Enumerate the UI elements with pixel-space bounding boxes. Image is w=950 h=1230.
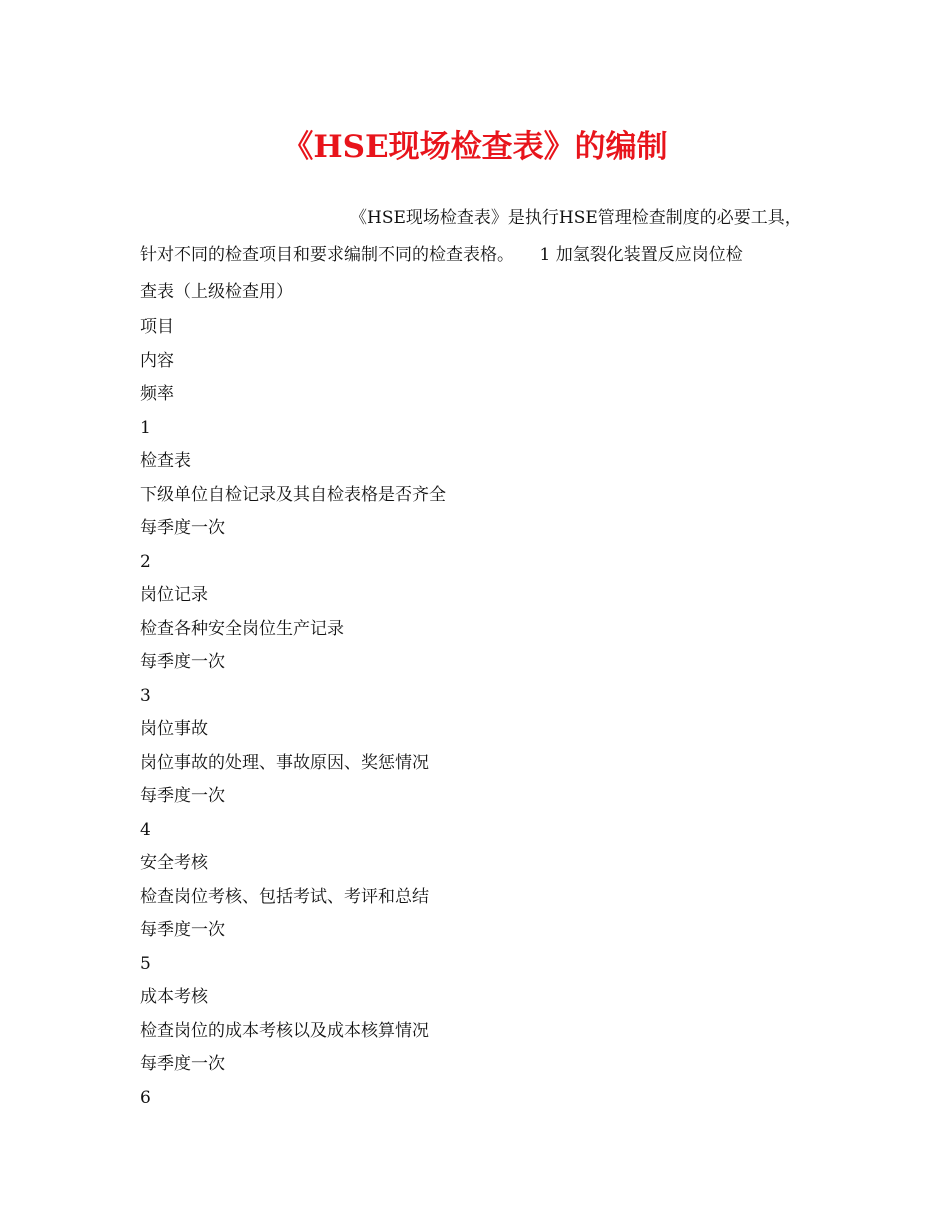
line-header-content: 内容 [140, 350, 174, 371]
line-row-item: 安全考核 [140, 853, 208, 873]
line-header-item: 项目 [140, 317, 174, 337]
line-row-number: 6 [140, 1087, 151, 1108]
line-row-frequency: 每季度一次 [140, 518, 225, 538]
intro-line-2: 针对不同的检查项目和要求编制不同的检查表格。 1 加氢裂化装置反应岗位检 [140, 245, 743, 265]
line-row-frequency: 每季度一次 [140, 786, 225, 806]
checklist-lines [140, 311, 820, 1115]
line-row-content: 岗位事故的处理、事故原因、奖惩情况 [140, 752, 429, 773]
line-row-frequency: 每季度一次 [140, 920, 225, 940]
line-row-item: 检查表 [140, 451, 191, 471]
intro-line-1: 《HSE现场检查表》是执行HSE管理检查制度的必要工具， [350, 208, 802, 228]
line-row-number: 2 [140, 551, 151, 572]
line-header-frequency: 频率 [140, 384, 174, 404]
line-row-item: 成本考核 [140, 987, 208, 1007]
line-row-item: 岗位事故 [140, 719, 208, 739]
line-row-content: 下级单位自检记录及其自检表格是否齐全 [140, 484, 446, 505]
page-title: 《HSE现场检查表》的编制 [282, 129, 668, 165]
line-row-content: 检查岗位考核、包括考试、考评和总结 [140, 886, 429, 907]
document-body [140, 200, 820, 1115]
line-row-frequency: 每季度一次 [140, 1054, 225, 1074]
intro-line-3: 查表（上级检查用） [140, 282, 293, 302]
line-row-content: 检查岗位的成本考核以及成本核算情况 [140, 1020, 429, 1041]
line-row-item: 岗位记录 [140, 585, 208, 605]
line-row-number: 4 [140, 819, 151, 840]
line-row-number: 3 [140, 685, 151, 706]
line-row-number: 1 [140, 417, 151, 438]
line-row-content: 检查各种安全岗位生产记录 [140, 618, 344, 639]
line-row-number: 5 [140, 953, 151, 974]
line-row-frequency: 每季度一次 [140, 652, 225, 672]
